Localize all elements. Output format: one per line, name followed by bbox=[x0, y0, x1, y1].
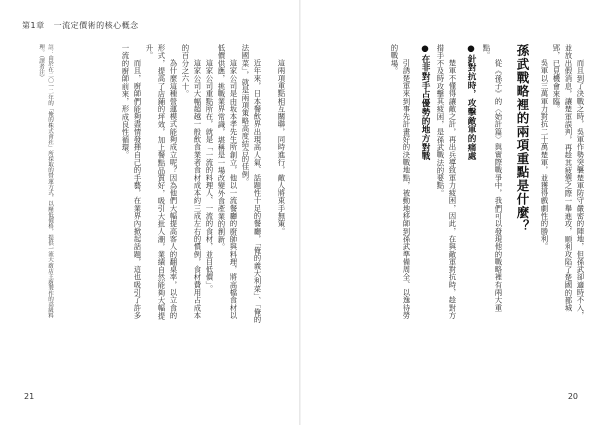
running-head bbox=[22, 20, 139, 31]
footnote-label: 註： bbox=[47, 44, 53, 56]
paragraph: 引誘楚軍來到事先計畫好的決戰地點，被動地移師到孫武準備周全、以逸待勞的戰場。 bbox=[390, 44, 411, 319]
paragraph: 這家公司重點所在，就是「一流的料理人、一流的食材，並目低價」。 bbox=[205, 58, 214, 293]
paragraph: 而且到了決戰之時，吳軍作勢突襲楚軍防守嚴密的陣地，但孫武卻適時不入，並放出假消息，讓楚軍誤判，再趁其疲憊之際一舉進攻，順利攻陷了楚國的都城郢，已見機會來臨。 bbox=[552, 44, 585, 319]
right-body-text bbox=[314, 44, 586, 324]
bullet-icon: ● bbox=[420, 44, 430, 55]
paragraph: 近年來，日本餐飲界出現高人氣、話題性十足的餐廳，「俺的義大利菜」、「俺的法國菜」，就是兩項策略高度結合的佳例。 bbox=[241, 44, 262, 324]
chapter-label: 第1章 bbox=[22, 21, 45, 30]
subheading-2 bbox=[418, 44, 432, 324]
footnote-text: 由於在二〇一二年的「俺的株式會社」所採取的營運方式，以壓低價格，提供一流大廚店主廚製作的高級料理。（譯者注） bbox=[38, 44, 53, 319]
bullet-icon: ● bbox=[466, 44, 476, 55]
right-page bbox=[301, 0, 600, 425]
subheading-text: 在非對手占優勢的地方對戰 bbox=[420, 54, 430, 161]
subheading-1 bbox=[464, 44, 478, 324]
paragraph: 而且，廚師們能夠盡情發揮自己的手藝，在業界內掀起話題，這也吸引了許多一流的廚師前來，形成良性循環。 bbox=[121, 44, 142, 319]
footnote bbox=[36, 44, 54, 324]
paragraph: 這兩項重點相互關聯，同時進行，敵人將束手無策。 bbox=[277, 58, 286, 235]
paragraph: 吳軍以三萬軍力對抗二十萬楚軍，並獲得戲劇性的勝利。 bbox=[540, 58, 549, 251]
page-number-left: 21 bbox=[24, 392, 35, 401]
left-page bbox=[0, 0, 299, 425]
paragraph: 從《孫子》的〈始計篇〉與實際戰爭中，我們可以發現他的戰略裡有兩大重點。 bbox=[482, 44, 503, 312]
left-body-text bbox=[17, 44, 287, 324]
paragraph: 這家公司大幅超越一般飲食業者食材成本約三成左右的慣例，食材費用占成本的百分之六十。 bbox=[181, 44, 202, 319]
subheading-text: 針對抗時，攻擊敵軍的痛處 bbox=[466, 54, 476, 161]
paragraph: 為什麼這種營運模式能夠成立呢？因為他們大幅提高客人的翻桌率，以立食的形式，提高了店鋪的坪效，加上餐點品質好，吸引大批人潮，業績自然能夠大幅提升。 bbox=[145, 44, 178, 320]
page-number-right: 20 bbox=[567, 392, 578, 401]
chapter-title: 一流定價術的核心概念 bbox=[53, 21, 139, 30]
paragraph: 楚軍不懂得讓敵之計，再出兵導致軍力疲困，因此，在與敵軍對抗時，趁對方措手不及時攻擊其疲困，是孫武戰法的要點。 bbox=[436, 44, 457, 319]
paragraph: 這家公司是由坂本孝先生所創立，他以一流餐廳的廚師與料理，將高檔食材以低價供應，挑戰業界常識，堪稱是一場改變外食產業的創新。 bbox=[217, 44, 238, 319]
section-heading: 孫武戰略裡的兩項重點是什麼？ bbox=[515, 44, 530, 233]
